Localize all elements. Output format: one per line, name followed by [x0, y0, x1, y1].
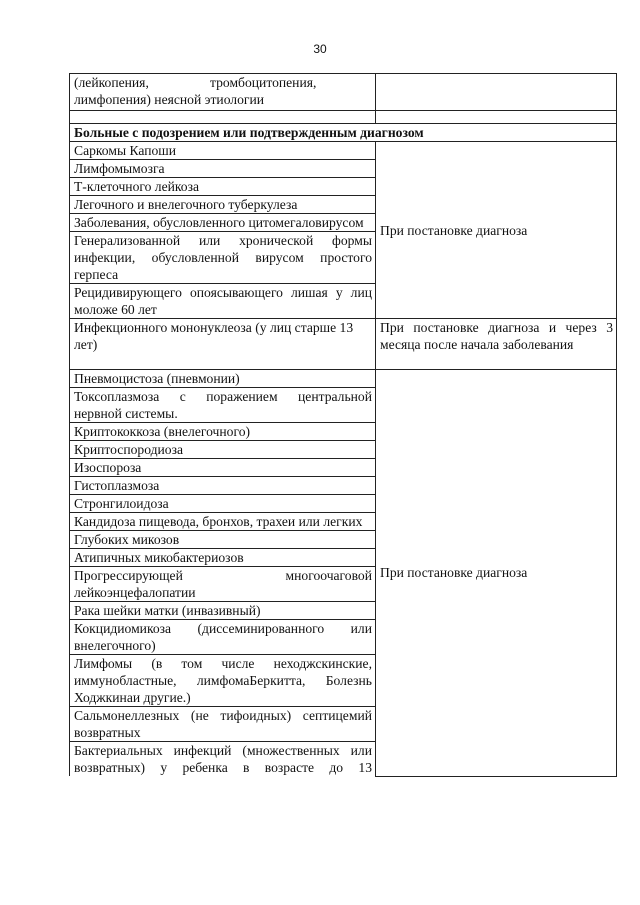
cell-text: (лейкопения, тромбоцитопения,: [74, 75, 317, 90]
table-cell: Атипичных микобактериозов: [70, 549, 376, 567]
table-row: [70, 124, 617, 142]
cell-text: лимфопения) неясной этиологии: [74, 92, 265, 107]
table-row: [70, 319, 617, 370]
table-cell: Лимфомы (в том числе неходжскинские, иммунобластные, лимфомаБеркитта, Болезнь Ходжкинаи другие.): [70, 655, 376, 707]
table-cell: Глубоких микозов: [70, 531, 376, 549]
table-cell: Лимфомымозга: [70, 160, 376, 178]
table-cell: Рецидивирующего опоясывающего лишая у лиц моложе 60 лет: [70, 284, 376, 319]
table-cell: Т-клеточного лейкоза: [70, 178, 376, 196]
table-cell: Гистоплазмоза: [70, 477, 376, 495]
diagnosis-table: [69, 73, 617, 777]
table-cell: Прогрессирующей многоочаговой лейкоэнцефалопатии: [70, 567, 376, 602]
table-cell: [376, 74, 617, 111]
table-cell: Сальмонеллезных (не тифоидных) септицемий возвратных: [70, 707, 376, 742]
table-cell: [376, 111, 617, 124]
table-cell: Криптоспородиоза: [70, 441, 376, 459]
table-cell: Рака шейки матки (инвазивный): [70, 602, 376, 620]
timing-cell: [376, 142, 617, 319]
timing-cell: [376, 370, 617, 777]
table-row: [70, 142, 617, 160]
table-row: [70, 111, 617, 124]
table-row: [70, 74, 617, 111]
table-cell: Саркомы Капоши: [70, 142, 376, 160]
table-cell: Изоспороза: [70, 459, 376, 477]
table-cell: Генерализованной или хронической формы инфекции, обусловленной вирусом простого герпеса: [70, 232, 376, 284]
table-cell: Кокцидиомикоза (диссеминированного или внелегочного): [70, 620, 376, 655]
section-header: Больные с подозрением или подтвержденным диагнозом: [70, 124, 617, 142]
table-cell: Стронгилоидоза: [70, 495, 376, 513]
table-cell: Токсоплазмоза с поражением центральной нервной системы.: [70, 388, 376, 423]
page-number: 30: [313, 42, 327, 56]
timing-text: При постановке диагноза: [380, 565, 528, 581]
table-row: [70, 370, 617, 388]
table-cell: Бактериальных инфекций (множественных или возвратных) у ребенка в возрасте до 13: [70, 742, 376, 777]
timing-cell: При постановке диагноза и через 3 месяца после начала заболевания: [376, 319, 617, 370]
table-cell: [70, 111, 376, 124]
table-cell: Пневмоцистоза (пневмонии): [70, 370, 376, 388]
timing-text: При постановке диагноза: [380, 222, 528, 238]
table-cell: Криптококкоза (внелегочного): [70, 423, 376, 441]
table-cell: Заболевания, обусловленного цитомегаловирусом: [70, 214, 376, 232]
table-cell: Кандидоза пищевода, бронхов, трахеи или легких: [70, 513, 376, 531]
table-cell: [70, 74, 376, 111]
table-cell: Инфекционного мононуклеоза (у лиц старше 13 лет): [70, 319, 376, 370]
table-cell: Легочного и внелегочного туберкулеза: [70, 196, 376, 214]
